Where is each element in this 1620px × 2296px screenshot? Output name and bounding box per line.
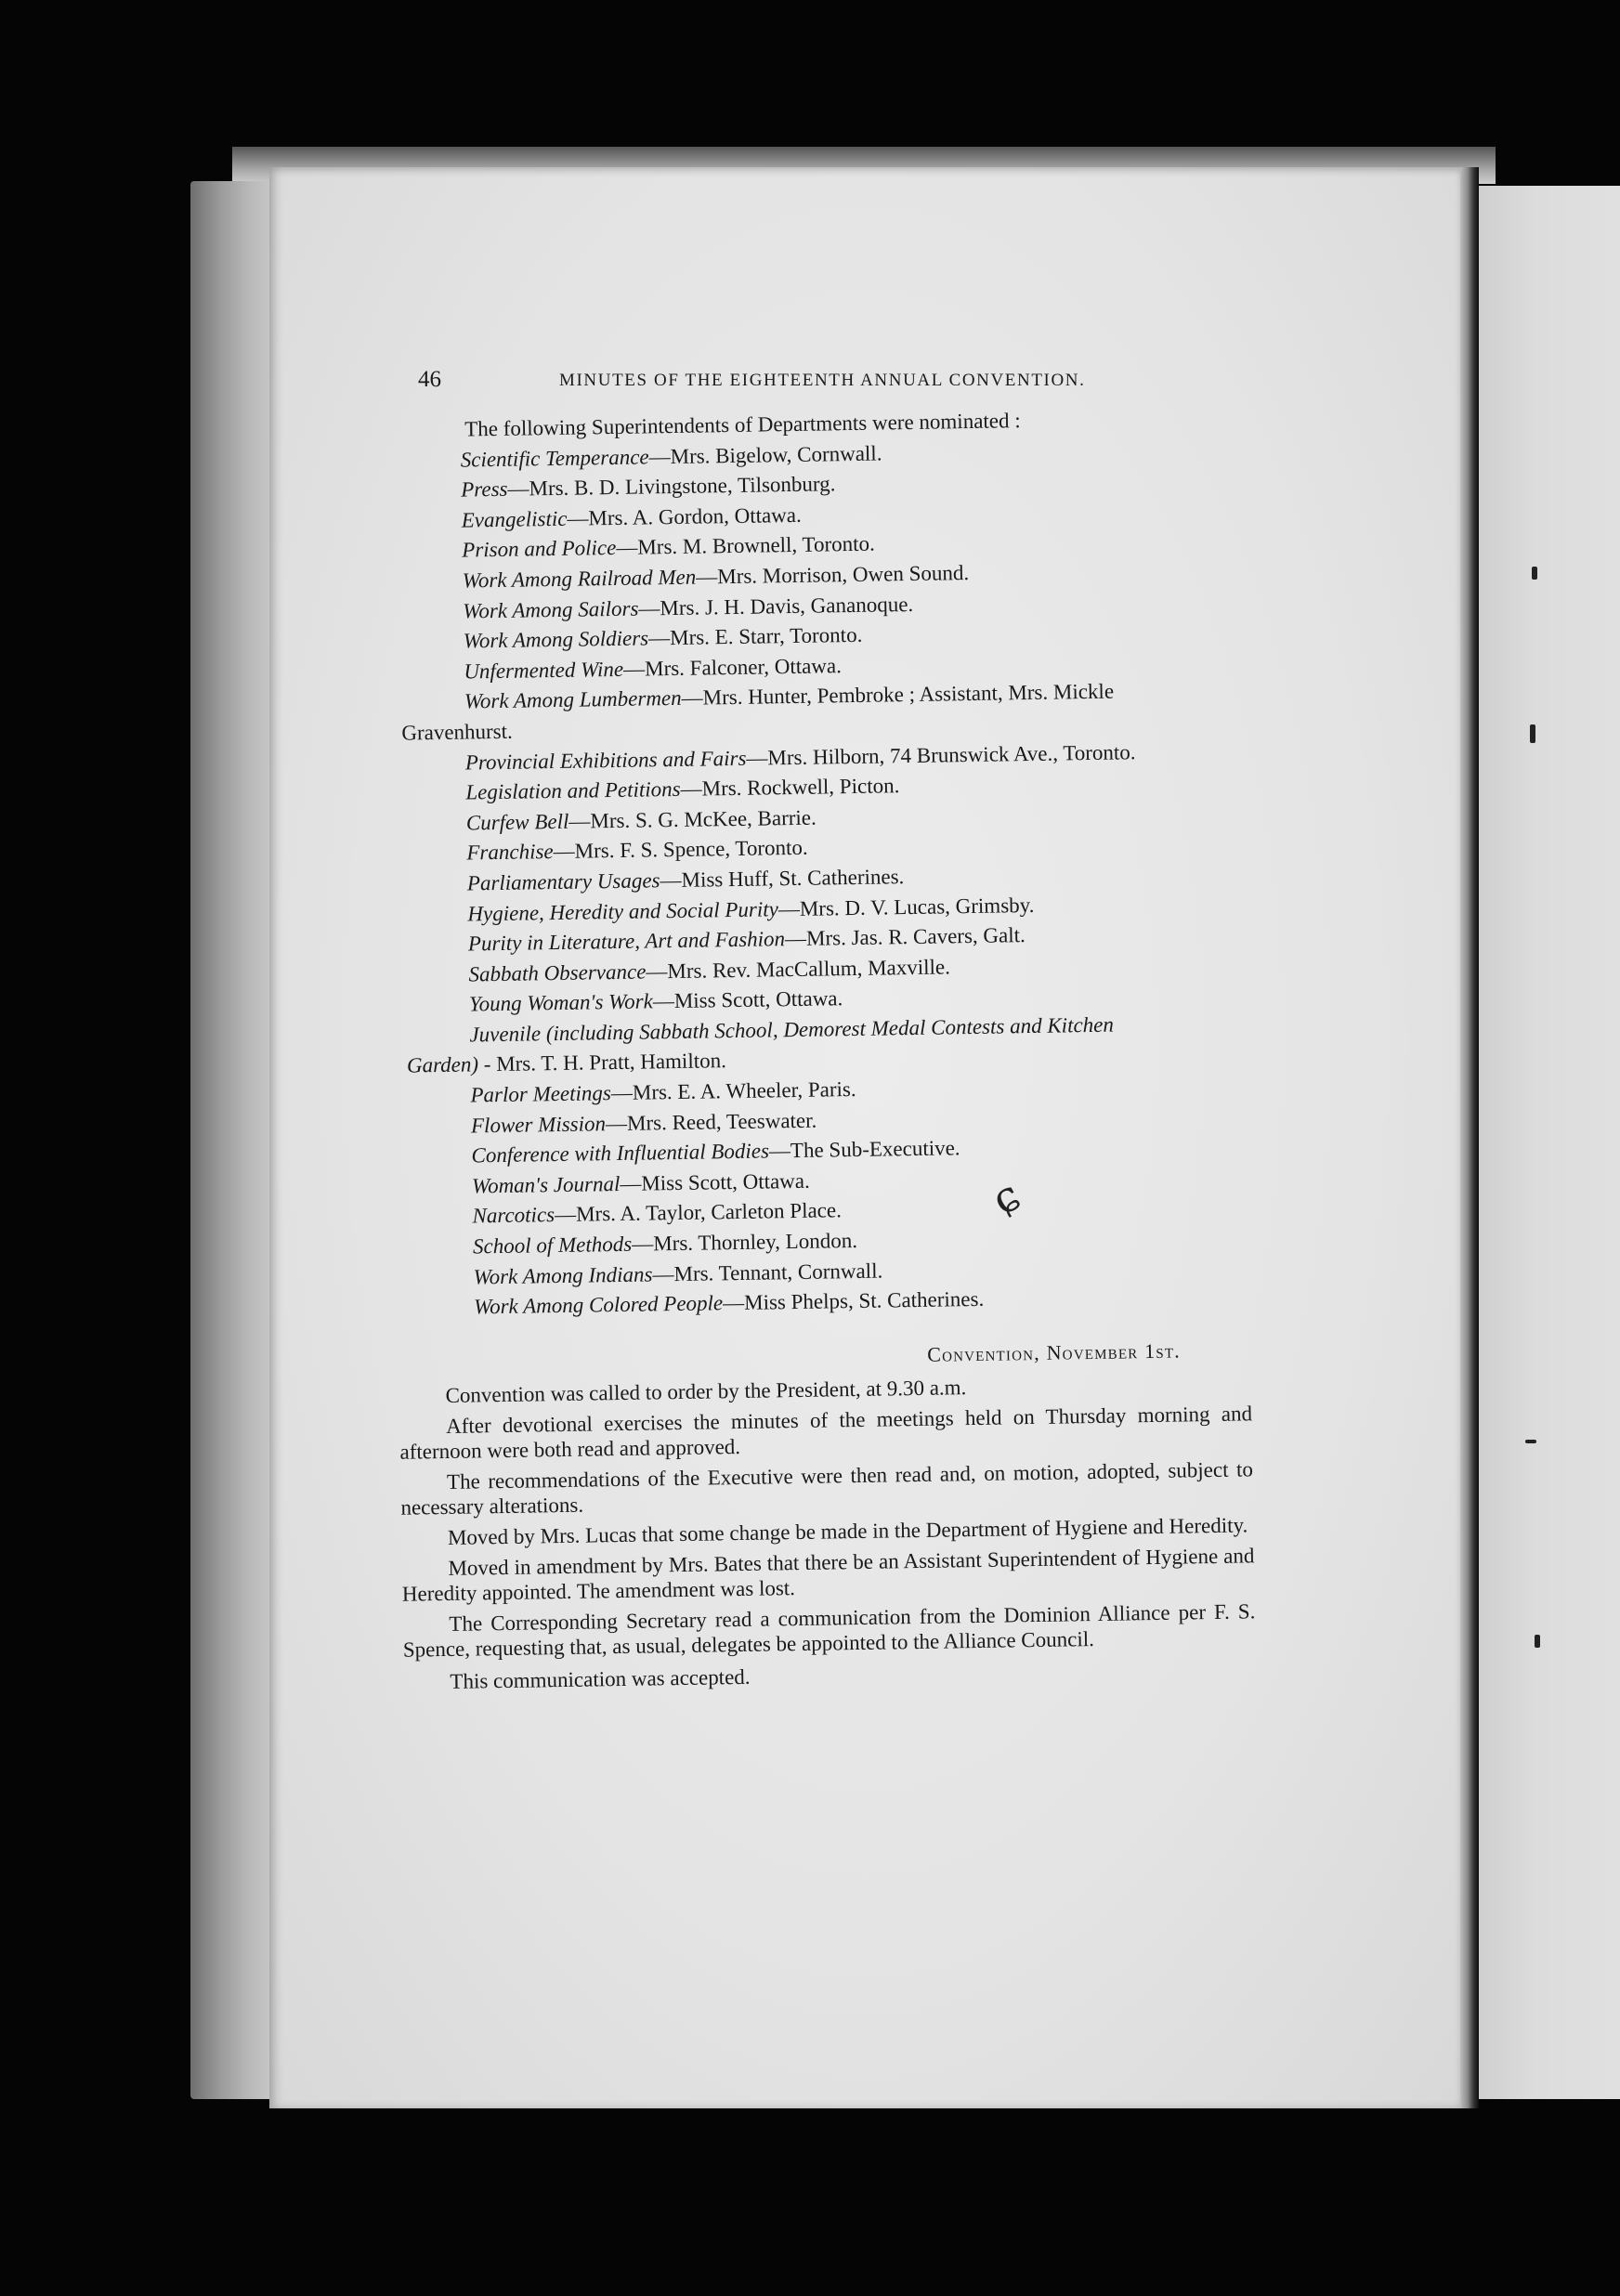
superintendent-name: —Mrs. Jas. R. Cavers, Galt. [784,923,1026,951]
department-name: Unfermented Wine [464,657,624,684]
superintendent-name: —Mrs. Morrison, Owen Sound. [696,560,970,589]
superintendent-name: —Mrs. E. Starr, Toronto. [647,622,863,650]
superintendent-name: —Mrs. Rockwell, Picton. [680,774,900,802]
department-name: Curfew Bell [465,809,569,835]
superintendent-list [377,433,1274,1324]
department-name: Work Among Colored People [473,1291,724,1319]
department-name: Work Among Soldiers [463,626,649,653]
superintendent-name: —Mrs. S. G. McKee, Barrie. [568,805,817,833]
department-name: Young Woman's Work [468,989,654,1016]
superintendent-name: —Mrs. Hilborn, 74 Brunswick Ave., Toronto. [746,739,1136,770]
department-name: Narcotics [472,1203,555,1228]
department-name: Work Among Railroad Men [462,565,697,593]
minutes-paragraph: Convention was called to order by the President, at 9.30 a.m. [445,1375,967,1407]
superintendent-name: —Mrs. A. Gordon, Ottawa. [567,502,802,530]
minutes-paragraph: The Corresponding Secretary read a communication from the Dominion Alliance per F. S. Spence, requesting that, as usual, delegates be appointed to the Alliance Council. [402,1599,1256,1662]
superintendent-name: —Mrs. E. A. Wheeler, Paris. [610,1077,856,1105]
department-name: Flower Mission [470,1111,607,1138]
page-number: 46 [418,367,441,392]
department-name: Hygiene, Heredity and Social Purity [467,896,779,926]
running-head: MINUTES OF THE EIGHTEENTH ANNUAL CONVENTION. [559,371,1086,390]
page-mark [1525,1440,1536,1443]
section-heading: Convention, November 1st. [927,1338,1182,1366]
superintendent-name: —Miss Scott, Ottawa. [620,1168,810,1195]
department-name: Work Among Indians [473,1262,653,1289]
department-name: Juvenile (including Sabbath School, Demorest Medal Contests and Kitchen [469,1012,1115,1047]
minutes-paragraph: Moved in amendment by Mrs. Bates that there be an Assistant Superintendent of Hygiene and Heredity appointed. The amendment was lost. [401,1544,1255,1606]
superintendent-name: —Mrs. Bigelow, Cornwall. [648,441,882,468]
department-name: Work Among Sailors [463,596,639,623]
superintendent-name: —Mrs. M. Brownell, Toronto. [616,531,875,560]
pencil-annotation: ɕ [983,1169,1029,1225]
nomination-intro: The following Superintendents of Departments were nominated : [464,409,1021,441]
department-name: Legislation and Petitions [465,777,681,804]
page-header [418,367,1143,404]
department-name: Conference with Influential Bodies [471,1139,770,1168]
superintendent-name: —Mrs. Tennant, Cornwall. [652,1259,883,1286]
superintendent-name: —Mrs. Falconer, Ottawa. [622,653,843,681]
book-gutter [1460,167,1479,2108]
superintendent-name: —Mrs. J. H. Davis, Gananoque. [638,592,914,620]
department-name: Purity in Literature, Art and Fashion [467,927,786,956]
department-name: Garden) [406,1052,479,1078]
department-name: Evangelistic [461,506,568,532]
superintendent-name: —The Sub-Executive. [768,1136,960,1163]
page-body [376,402,1279,1695]
superintendent-name: —Mrs. F. S. Spence, Toronto. [553,836,808,864]
minutes-paragraph: The recommendations of the Executive were then read and, on motion, adopted, subject to necessary alterations. [400,1457,1254,1520]
department-name: Press [461,476,508,502]
superintendent-name: —Mrs. Rev. MacCallum, Maxville. [646,955,951,984]
superintendent-name: —Mrs. B. D. Livingstone, Tilsonburg. [507,472,836,501]
superintendent-name: —Miss Huff, St. Catherines. [660,865,905,893]
department-name: Parliamentary Usages [466,868,660,895]
superintendent-name: —Miss Phelps, St. Catherines. [722,1287,985,1315]
department-name: Woman's Journal [471,1171,621,1198]
department-name: Franchise [466,840,554,865]
closing-line: This communication was accepted. [450,1664,751,1693]
department-name: School of Methods [472,1232,633,1259]
department-name: Prison and Police [462,536,617,562]
book-page-edges [190,181,274,2099]
superintendent-name: —Mrs. A. Taylor, Carleton Place. [554,1198,843,1227]
minutes-paragraphs [391,1370,1278,1663]
facing-page-edge [1479,186,1620,2099]
superintendent-name: - Mrs. T. H. Pratt, Hamilton. [477,1049,727,1076]
minutes-paragraph: Moved by Mrs. Lucas that some change be made in the Department of Hygiene and Heredity. [447,1513,1248,1549]
page-mark [1535,1635,1540,1648]
department-name: Parlor Meetings [470,1081,612,1107]
page-mark [1532,567,1537,580]
superintendent-name: —Miss Scott, Ottawa. [652,986,843,1013]
department-name: Scientific Temperance [460,444,649,472]
superintendent-name: Gravenhurst. [401,719,513,745]
department-name: Sabbath Observance [468,959,647,986]
minutes-paragraph: After devotional exercises the minutes of the meetings held on Thursday morning and afternoon were both read and approved. [399,1402,1253,1464]
department-name: Provincial Exhibitions and Fairs [464,746,747,775]
department-name: Work Among Lumbermen [464,686,682,713]
superintendent-name: —Mrs. Thornley, London. [632,1229,858,1256]
superintendent-name: —Mrs. Reed, Teeswater. [605,1108,817,1135]
page-mark [1530,724,1535,743]
superintendent-name: —Mrs. Hunter, Pembroke ; Assistant, Mrs. Mickle [681,679,1115,711]
superintendent-name: —Mrs. D. V. Lucas, Grimsby. [777,893,1035,920]
